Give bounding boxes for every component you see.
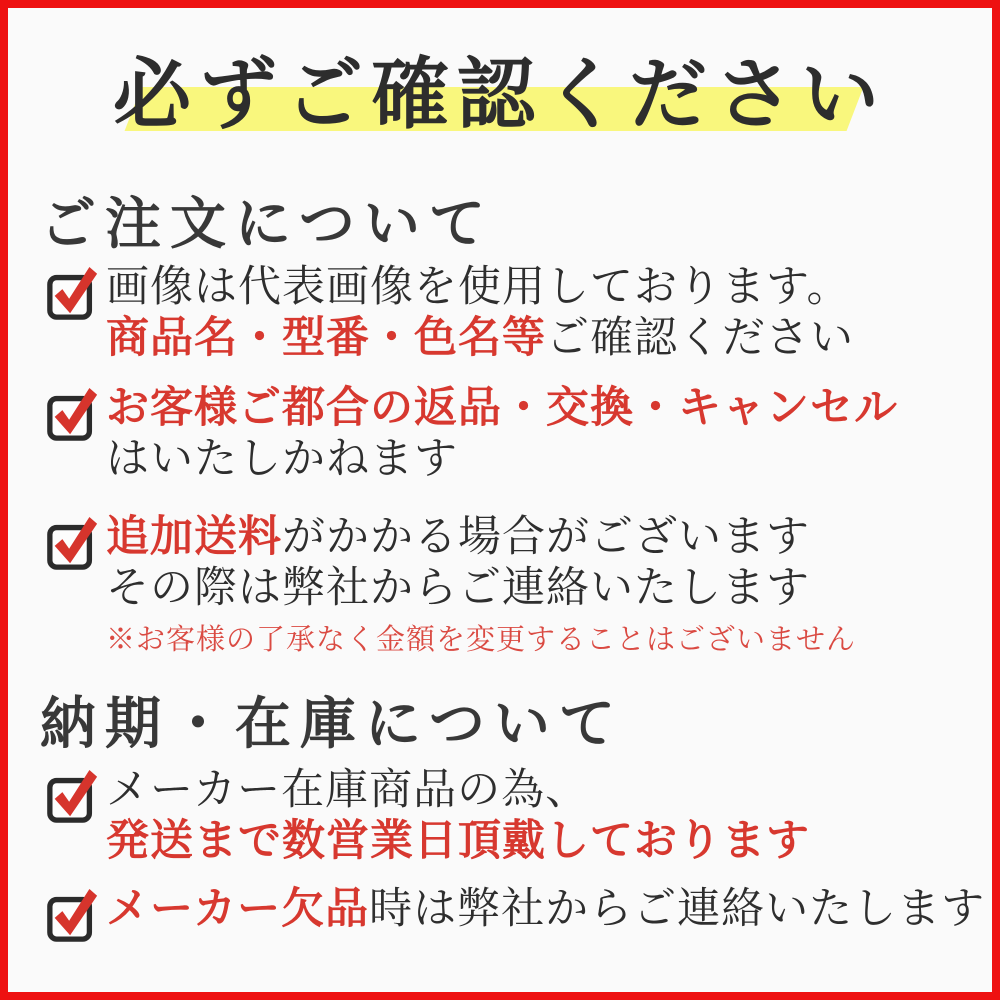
- checkbox-checked-icon: [46, 767, 100, 825]
- item-text-emphasis: お客様ご都合の返品・交換・キャンセル: [106, 385, 898, 432]
- item-text-block: [106, 383, 898, 485]
- item-line: [106, 563, 856, 614]
- page-title: 必ずご確認ください: [112, 51, 887, 138]
- item-line: [106, 765, 810, 816]
- item-text-block: [106, 765, 810, 867]
- item-line: [106, 313, 854, 364]
- list-item: [46, 383, 898, 485]
- item-text-emphasis: 発送まで数営業日頂戴しております: [106, 818, 810, 865]
- item-text: その際は弊社からご連絡いたします: [106, 565, 810, 612]
- list-item: [46, 512, 856, 657]
- item-text-emphasis: 商品名・型番・色名等: [106, 315, 546, 362]
- list-item: [46, 765, 810, 867]
- item-text-block: [106, 512, 856, 657]
- list-item: [46, 884, 985, 944]
- item-line: [106, 512, 856, 563]
- item-line: [106, 383, 898, 434]
- item-text: 画像は代表画像を使用しております。: [106, 264, 851, 311]
- item-text: はいたしかねます: [106, 436, 458, 483]
- item-footnote: ※お客様の了承なく金額を変更することはございません: [106, 624, 857, 656]
- item-line: [106, 434, 898, 485]
- item-text: 時は弊社からご連絡いたします: [369, 886, 986, 933]
- item-text-block: [106, 262, 854, 364]
- list-item: [46, 262, 854, 364]
- checkbox-checked-icon: [46, 385, 100, 443]
- section-heading-order: ご注文について: [40, 194, 494, 256]
- item-text: ご確認ください: [546, 315, 854, 362]
- checkbox-checked-icon: [46, 264, 100, 322]
- item-line: [106, 262, 854, 313]
- checkbox-checked-icon: [46, 886, 100, 944]
- item-line: [106, 884, 985, 935]
- section-heading-stock: 納期・在庫について: [40, 694, 624, 756]
- item-text-emphasis: メーカー欠品: [106, 886, 370, 933]
- item-text-emphasis: 追加送料: [106, 514, 282, 561]
- checkbox-checked-icon: [46, 514, 100, 572]
- item-text: がかかる場合がございます: [282, 514, 810, 561]
- item-text: メーカー在庫商品の為、: [106, 767, 590, 814]
- item-text-block: [106, 884, 985, 935]
- item-line: [106, 816, 810, 867]
